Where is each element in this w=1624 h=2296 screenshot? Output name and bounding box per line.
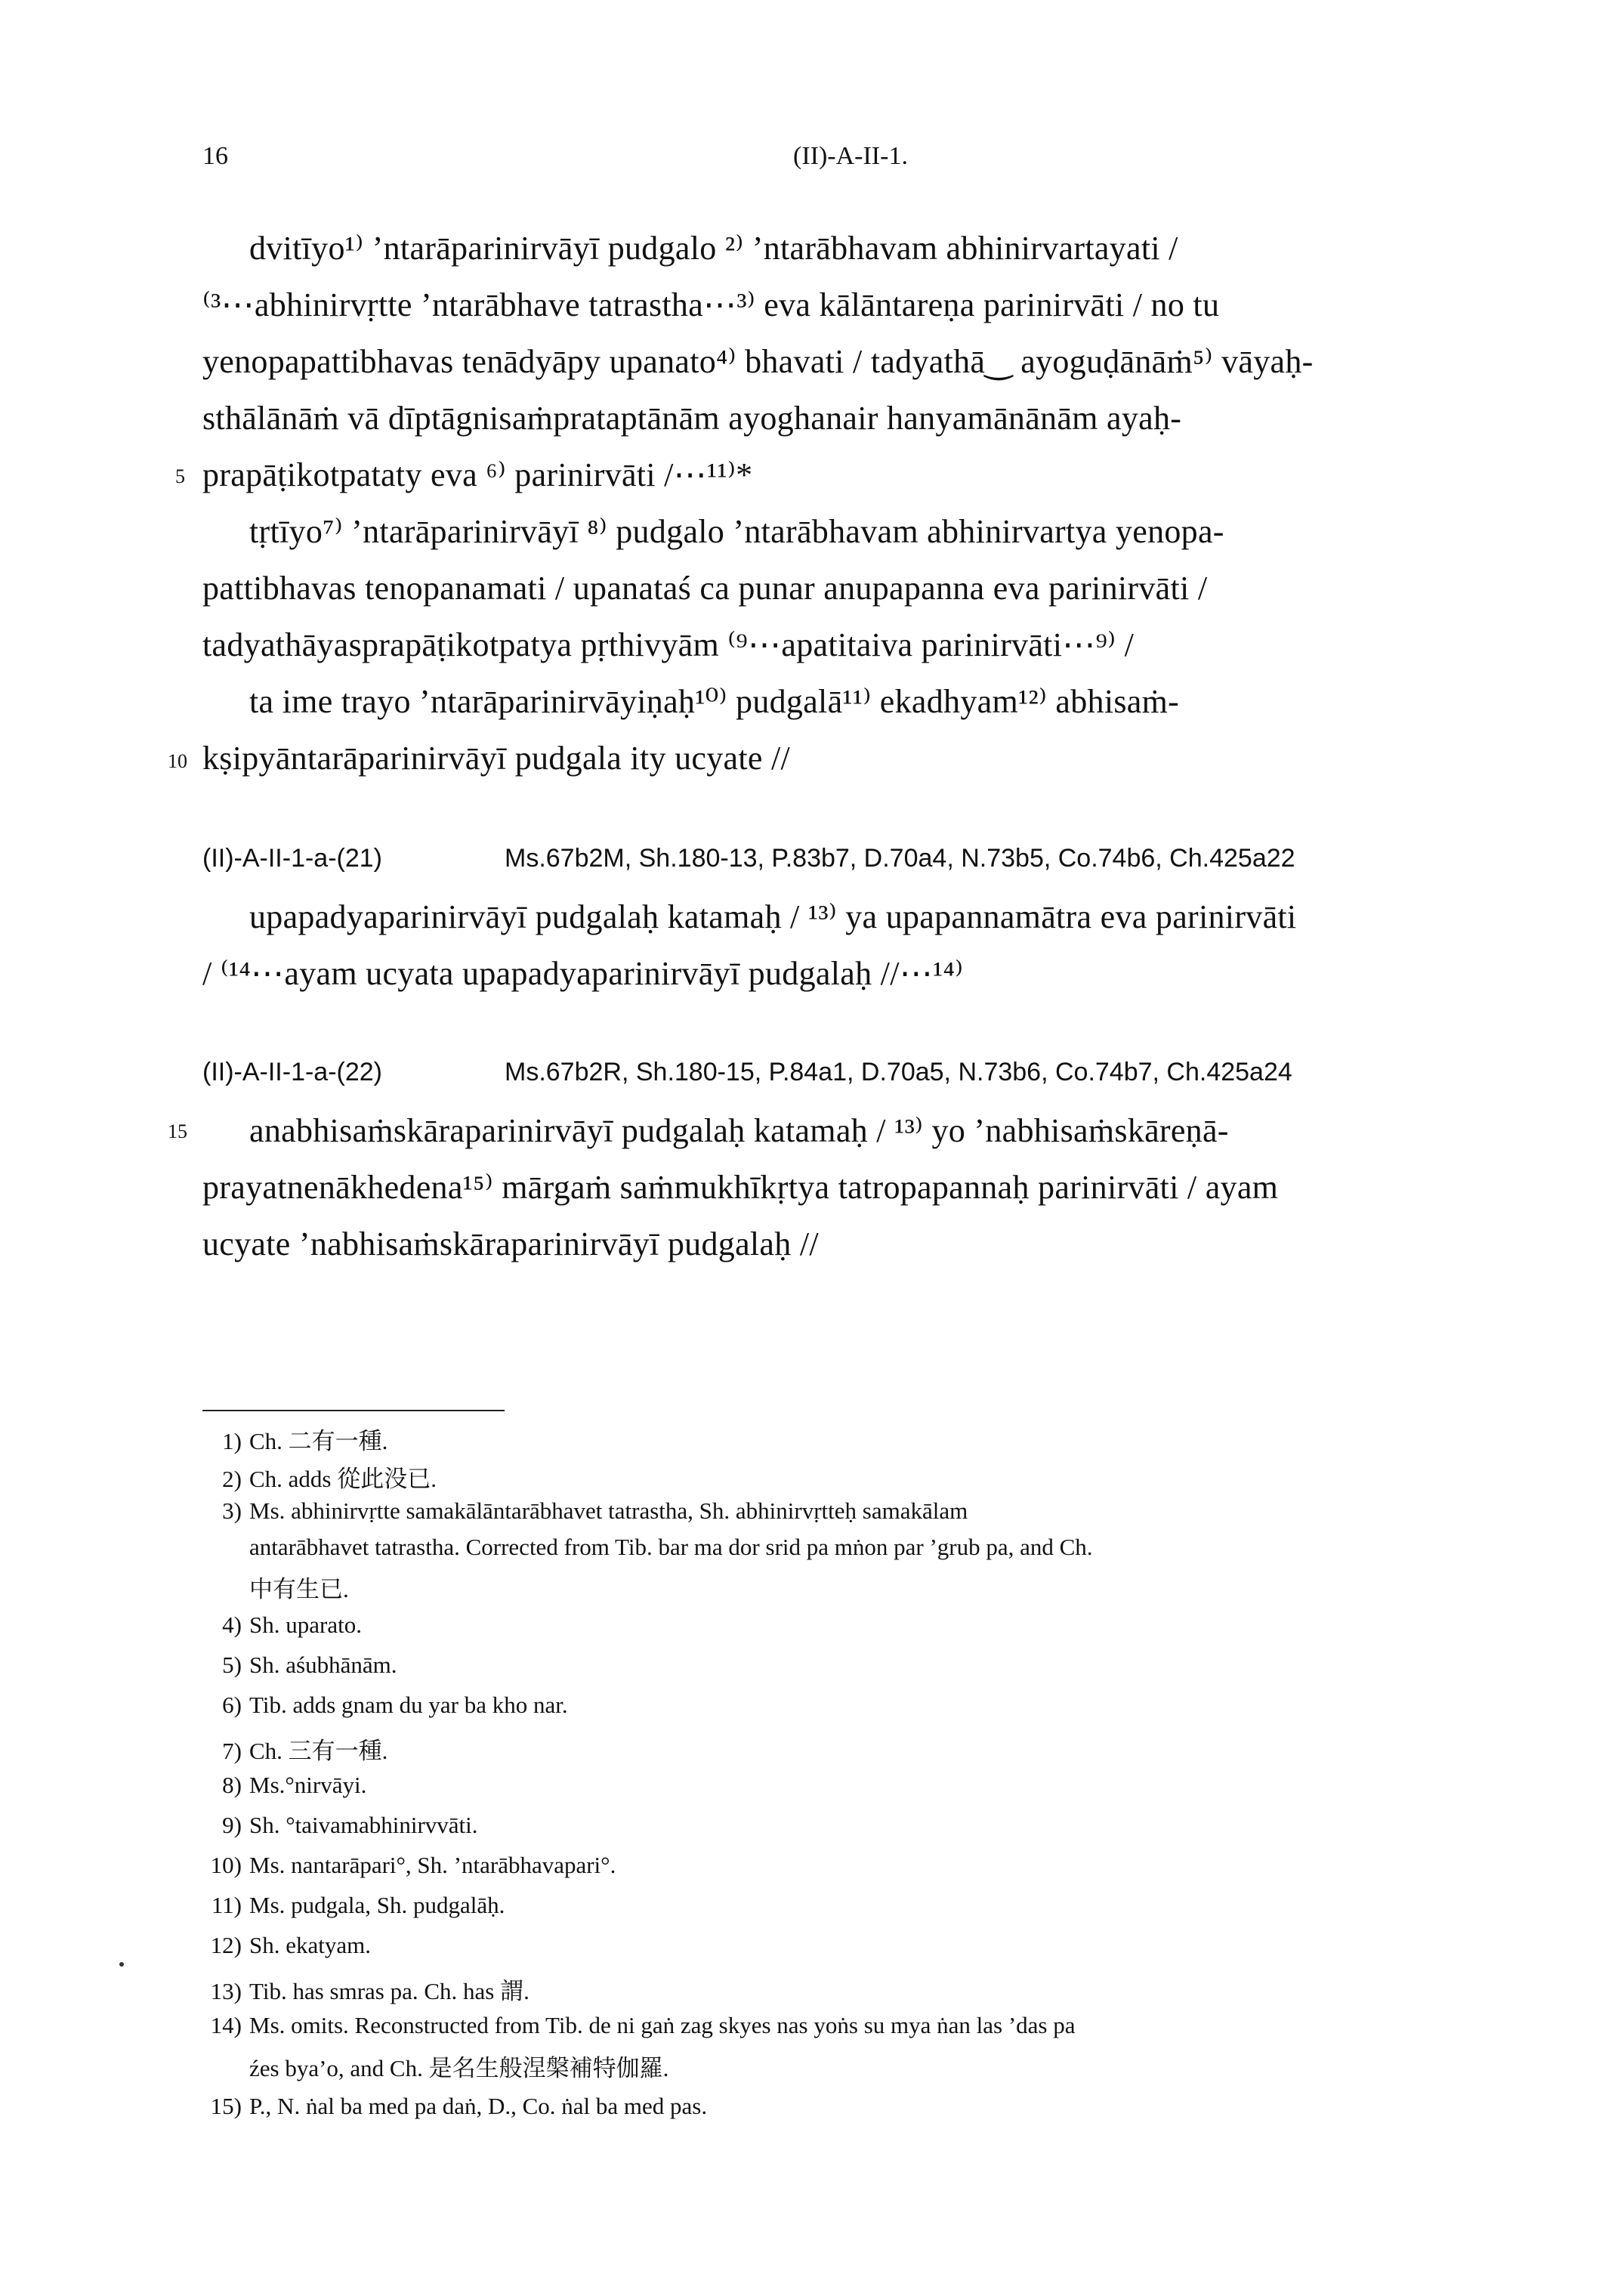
manuscript-references: Ms.67b2M, Sh.180-13, P.83b7, D.70a4, N.73b5, Co.74b6, Ch.425a22 [505, 844, 1295, 873]
body-line: / ⁽¹⁴⋯ayam ucyata upapadyaparinirvāyī pudgalaḥ //⋯¹⁴⁾ [202, 955, 964, 992]
body-line: anabhisaṁskāraparinirvāyī pudgalaḥ katamaḥ / ¹³⁾ yo ’nabhisaṁskāreṇā- [249, 1112, 1229, 1149]
footnote-continuation: 中有生已. [249, 1576, 349, 1602]
footnote: 10) Ms. nantarāpari°, Sh. ’ntarābhavapari°. [210, 1852, 616, 1878]
footnote-separator [202, 1410, 505, 1411]
body-line: upapadyaparinirvāyī pudgalaḥ katamaḥ / ¹³⁾ ya upapannamātra eva parinirvāti [249, 898, 1297, 935]
body-line: sthālānāṁ vā dīptāgnisaṁprataptānām ayoghanair hanyamānānām ayaḥ- [202, 400, 1182, 437]
section-id: (II)-A-II-1-a-(21) [202, 844, 382, 873]
body-line: ta ime trayo ’ntarāparinirvāyiṇaḥ¹⁰⁾ pudgalā¹¹⁾ ekadhyam¹²⁾ abhisaṁ- [249, 683, 1180, 720]
footnote: 15) P., N. ṅal ba med pa daṅ, D., Co. ṅal ba med pas. [210, 2093, 708, 2119]
body-line: tadyathāyasprapāṭikotpatya pṛthivyām ⁽⁹⋯apatitaiva parinirvāti⋯⁹⁾ / [202, 626, 1135, 663]
footnote: 5) Sh. aśubhānām. [222, 1652, 397, 1678]
section-heading-22 [202, 1058, 1292, 1087]
margin-mark [119, 1962, 124, 1967]
body-line: ucyate ’nabhisaṁskāraparinirvāyī pudgalaḥ // [202, 1225, 819, 1262]
running-title: (II)-A-II-1. [793, 142, 908, 170]
footnote: 6) Tib. adds gnam du yar ba kho nar. [222, 1692, 568, 1718]
body-line: prapāṭikotpataty eva ⁶⁾ parinirvāti /⋯¹¹⁾* [202, 456, 753, 493]
footnote: 4) Sh. uparato. [222, 1612, 362, 1638]
footnote: 12) Sh. ekatyam. [210, 1932, 371, 1958]
footnote: 8) Ms.°nirvāyi. [222, 1772, 367, 1798]
line-number-10: 10 [168, 750, 187, 772]
page-number: 16 [202, 142, 228, 170]
footnote: 1) Ch. 二有一種. [222, 1428, 388, 1454]
footnote: 7) Ch. 三有一種. [222, 1738, 388, 1764]
body-line: kṣipyāntarāparinirvāyī pudgala ity ucyate // [202, 740, 791, 777]
footnote-continuation: źes bya’o, and Ch. 是名生般涅槃補特伽羅. [249, 2055, 669, 2081]
line-number-15: 15 [168, 1120, 187, 1142]
body-line: tṛtīyo⁷⁾ ’ntarāparinirvāyī ⁸⁾ pudgalo ’ntarābhavam abhinirvartya yenopa- [249, 513, 1224, 550]
body-line: prayatnenākhedena¹⁵⁾ mārgaṁ saṁmukhīkṛtya tatropapannaḥ parinirvāti / ayam [202, 1169, 1279, 1206]
body-line: dvitīyo¹⁾ ’ntarāparinirvāyī pudgalo ²⁾ ’ntarābhavam abhinirvartayati / [249, 230, 1178, 267]
manuscript-references: Ms.67b2R, Sh.180-15, P.84a1, D.70a5, N.73b6, Co.74b7, Ch.425a24 [505, 1058, 1292, 1086]
footnote: 9) Sh. °taivamabhinirvvāti. [222, 1812, 478, 1838]
footnote: 14) Ms. omits. Reconstructed from Tib. de ni gaṅ zag skyes nas yoṅs su mya ṅan las ’das pa [210, 2012, 1076, 2038]
body-line: pattibhavas tenopanamati / upanataś ca punar anupapanna eva parinirvāti / [202, 570, 1208, 607]
section-id: (II)-A-II-1-a-(22) [202, 1058, 382, 1086]
line-number-5: 5 [175, 465, 185, 487]
body-line: yenopapattibhavas tenādyāpy upanato⁴⁾ bhavati / tadyathā‿ ayoguḍānāṁ⁵⁾ vāyaḥ- [202, 343, 1314, 380]
footnote: 2) Ch. adds 從此没已. [222, 1466, 437, 1492]
footnote: 3) Ms. abhinirvṛtte samakālāntarābhavet tatrastha, Sh. abhinirvṛtteḥ samakālam [222, 1497, 968, 1524]
footnote: 13) Tib. has smras pa. Ch. has 謂. [210, 1978, 529, 2004]
footnote-continuation: antarābhavet tatrastha. Corrected from Tib. bar ma dor srid pa mṅon par ’grub pa, and Ch. [249, 1534, 1093, 1560]
body-line: ⁽³⋯abhinirvṛtte ’ntarābhave tatrastha⋯³⁾ eva kālāntareṇa parinirvāti / no tu [202, 286, 1220, 323]
section-heading-21 [202, 844, 1295, 873]
footnote: 11) Ms. pudgala, Sh. pudgalāḥ. [211, 1892, 505, 1918]
